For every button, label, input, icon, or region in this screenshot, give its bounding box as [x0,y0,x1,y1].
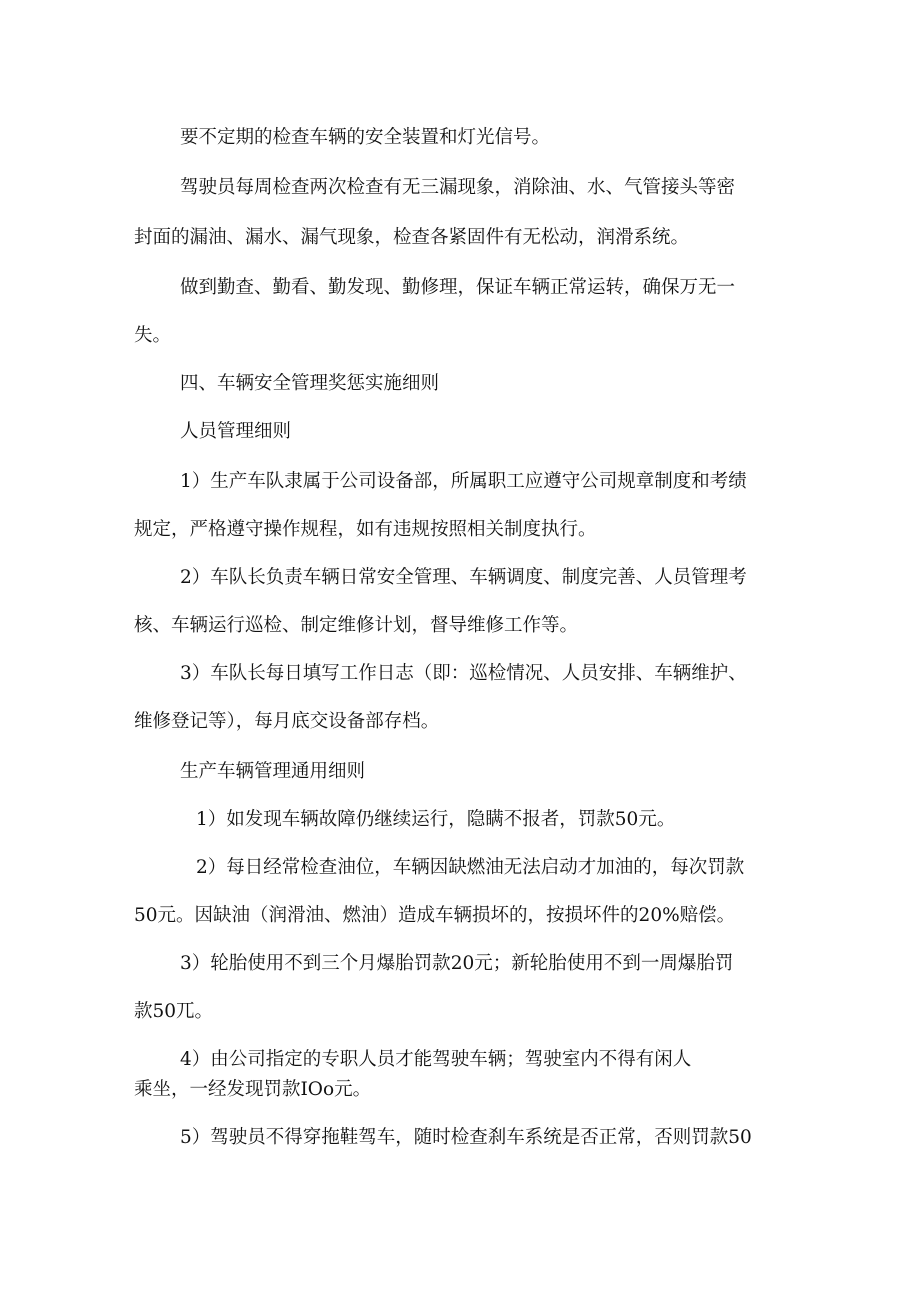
paragraph-line: 封面的漏油、漏水、漏气现象，检查各紧固件有无松动，润滑系统。 [134,227,690,248]
paragraph-line: 要不定期的检查车辆的安全装置和灯光信号。 [180,127,551,148]
paragraph-line: 50元。因缺油（润滑油、燃油）造成车辆损坏的，按损坏件的20%赔偿。 [134,905,736,926]
paragraph-line: 规定，严格遵守操作规程，如有违规按照相关制度执行。 [134,519,597,540]
paragraph-line: 3）车队长每日填写工作日志（即：巡检情况、人员安排、车辆维护、 [180,663,747,684]
subsection-heading: 生产车辆管理通用细则 [180,761,366,782]
paragraph-line: 2）每日经常检查油位，车辆因缺燃油无法启动才加油的，每次罚款 [196,857,745,878]
subsection-heading: 人员管理细则 [180,421,292,442]
paragraph-line: 1）如发现车辆故障仍继续运行，隐瞒不报者，罚款50元。 [196,809,676,830]
paragraph-line: 5）驾驶员不得穿拖鞋驾车，随时检查刹车系统是否正常，否则罚款50 [180,1127,752,1148]
paragraph-line: 失。 [134,325,172,346]
paragraph-line: 核、车辆运行巡检、制定维修计划，督导维修工作等。 [134,615,579,636]
paragraph-line: 做到勤查、勤看、勤发现、勤修理，保证车辆正常运转，确保万无一 [180,277,736,298]
paragraph-line: 2）车队长负责车辆日常安全管理、车辆调度、制度完善、人员管理考 [180,567,747,588]
paragraph-line: 维修登记等），每月底交设备部存档。 [134,711,440,732]
paragraph-line: 1）生产车队隶属于公司设备部，所属职工应遵守公司规章制度和考绩 [180,471,747,492]
paragraph-line: 款50兀。 [134,1001,214,1022]
paragraph-line: 4）由公司指定的专职人员才能驾驶车辆；驾驶室内不得有闲人 [180,1049,692,1070]
paragraph-line: 3）轮胎使用不到三个月爆胎罚款20元；新轮胎使用不到一周爆胎罚 [180,953,734,974]
paragraph-line: 乘坐，一经发现罚款IOo元。 [134,1079,372,1100]
section-heading: 四、车辆安全管理奖惩实施细则 [180,373,440,394]
paragraph-line: 驾驶员每周检查两次检查有无三漏现象，消除油、水、气管接头等密 [180,177,736,198]
